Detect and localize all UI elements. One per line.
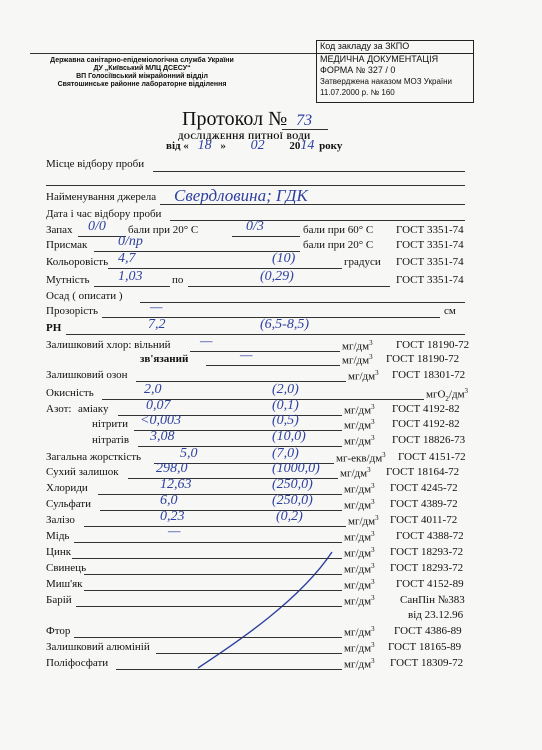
chlorine-free-gost: ГОСТ 18190-72 [396,339,470,351]
place-label: Місце відбору проби [46,158,145,170]
barium-unit [344,594,375,608]
fluorine-label: Фтор [46,625,71,637]
sup-3: 3 [371,403,375,411]
dry-residue-norm: (1000,0) [272,461,320,476]
fluorine-unit-text: мг/дм [344,626,372,639]
sulfates-gost: ГОСТ 4389-72 [390,498,458,510]
barium-unit-text: мг/дм [344,595,372,608]
date-day: 18 [197,138,212,153]
color-value: 4,7 [118,251,136,266]
chlorine-bound-label: зв'язаний [140,353,189,365]
zinc-line [72,558,342,559]
turbidity-norm: (0,29) [260,269,294,284]
protocol-subtitle: дослідження питної води [178,128,311,142]
code-label: Код закладу за ЗКПО [320,41,410,51]
protocol-number: 73 [296,112,313,129]
nitrate-norm: (10,0) [272,429,306,444]
med-doc-line-4: 11.07.2000 р. № 160 [320,88,395,97]
lead-label: Свинець [46,562,87,574]
iron-norm: (0,2) [276,509,303,524]
aluminium-unit [344,641,375,655]
institution-line-3: ВП Голосіївський міжрайонний відділ [76,73,208,80]
iron-unit-text: мг/дм [348,515,376,528]
date-month: 02 [250,138,265,153]
ox-unit-main: мгО [426,388,446,401]
color-unit: градуси [344,256,381,268]
ox-unit-tail: /дм [448,388,465,401]
arsenic-line [84,590,342,591]
med-doc-line-3: Затверджена наказом МОЗ України [320,77,453,86]
taste-unit: бали при 20° С [303,239,374,251]
oxidizability-value: 2,0 [144,382,162,397]
chlorides-gost: ГОСТ 4245-72 [390,482,458,494]
sup-3: 3 [371,546,375,554]
smell-unit-60: бали при 60° С [303,224,374,236]
smell-unit-20: бали при 20° С [128,224,199,236]
lead-line [84,574,342,575]
arsenic-label: Миш'як [46,578,83,590]
turbidity-gost: ГОСТ 3351-74 [396,274,464,286]
copper-gost: ГОСТ 4388-72 [396,530,464,542]
ox-unit-sub: 2 [445,394,449,403]
nitrate-value: 3,08 [150,429,175,444]
sup-3: 3 [371,530,375,538]
color-norm: (10) [272,251,296,266]
chlorine-bound-unit-text: мг/дм [342,354,370,367]
fluorine-line [74,637,342,638]
barium-line [76,606,342,607]
date-year: 14 [300,138,315,153]
sup-3: 3 [371,641,375,649]
nitrate-gost: ГОСТ 18826-73 [392,434,466,446]
lead-unit-text: мг/дм [344,563,372,576]
ph-norm: (6,5-8,5) [260,317,309,332]
iron-value: 0,23 [160,509,185,524]
ammonia-label: аміаку [78,403,109,415]
source-label: Найменування джерела [46,191,157,203]
nitrogen-label: Азот: [46,403,72,415]
nitrite-norm: (0,5) [272,413,299,428]
sup-3: 3 [382,451,386,459]
date-from: від « [166,140,189,152]
source-value: Свердловина; ГДК [174,186,308,205]
polyphosphates-label: Поліфосфати [46,657,109,669]
aluminium-unit-text: мг/дм [344,642,372,655]
sup-3: 3 [464,387,469,395]
arsenic-gost: ГОСТ 4152-89 [396,578,464,590]
sulfates-norm: (250,0) [272,493,313,508]
polyphosphates-gost: ГОСТ 18309-72 [390,657,464,669]
sup-3: 3 [371,482,375,490]
fluorine-unit [344,625,375,639]
chlorides-norm: (250,0) [272,477,313,492]
ph-label: РН [46,322,62,334]
hardness-label: Загальна жорсткість [46,451,142,463]
iron-label: Залізо [46,514,75,526]
date-year-prefix: 20 [289,140,301,152]
ozone-unit-text: мг/дм [348,370,376,383]
sulfates-value: 6,0 [160,493,178,508]
ph-value: 7,2 [148,317,166,332]
arsenic-unit-text: мг/дм [344,579,372,592]
taste-gost: ГОСТ 3351-74 [396,239,464,251]
copper-value: — [168,524,181,539]
taste-value: 0/пр [118,234,143,249]
sup-3: 3 [371,578,375,586]
zinc-gost: ГОСТ 18293-72 [390,546,464,558]
barium-gost-date: від 23.12.96 [408,609,464,621]
chlorine-free-label: Залишковий хлор: вільний [46,339,171,351]
institution-line-1: Державна санітарно-епідеміологічна служба України [50,57,234,64]
sup-3: 3 [369,339,373,347]
transparency-unit: см [444,305,456,317]
sup-3: 3 [375,514,379,522]
date-mid: » [220,140,226,152]
nitrite-gost: ГОСТ 4192-82 [392,418,460,430]
dry-residue-label: Сухий залишок [46,466,119,478]
chlorides-label: Хлориди [46,482,88,494]
institution-line-4: Святошинське районне лабораторне відділення [57,81,227,88]
protocol-word: Протокол № [182,108,288,130]
chlorides-value: 12,63 [160,477,192,492]
ammonia-value: 0,07 [146,398,171,413]
transparency-label: Прозорість [46,305,98,317]
sup-3: 3 [369,353,373,361]
hardness-unit-text: мг-екв/дм [336,452,383,465]
aluminium-label: Залишковий алюміній [46,641,150,653]
sup-3: 3 [371,418,375,426]
dry-residue-gost: ГОСТ 18164-72 [386,466,460,478]
med-doc-line-2: ФОРМА № 327 / 0 [320,65,396,75]
chlorides-unit-text: мг/дм [344,483,372,496]
copper-unit-text: мг/дм [344,531,372,544]
hardness-norm: (7,0) [272,446,299,461]
nitrate-label: нітратів [92,434,130,446]
chlorine-free-value: — [200,334,213,349]
lead-unit [344,562,375,576]
med-doc-line-1: МЕДИЧНА ДОКУМЕНТАЦІЯ [320,54,439,64]
sup-3: 3 [371,434,375,442]
institution-line-2: ДУ „Київський МЛЦ ДСЕСУ“ [93,65,191,72]
ammonia-norm: (0,1) [272,398,299,413]
strike-line [198,552,332,668]
smell-value-60: 0/3 [246,219,264,234]
fluorine-gost: ГОСТ 4386-89 [394,625,462,637]
iron-gost: ГОСТ 4011-72 [390,514,458,526]
turbidity-value: 1,03 [118,269,143,284]
smell-label: Запах [46,224,73,236]
hardness-value: 5,0 [180,446,198,461]
datetime-label: Дата і час відбору проби [46,208,162,220]
barium-gost: СанПін №383 [400,594,465,606]
sup-3: 3 [375,369,379,377]
smell-gost: ГОСТ 3351-74 [396,224,464,236]
polyphosphates-line [116,669,342,670]
zinc-label: Цинк [46,546,72,558]
chlorine-free-unit-text: мг/дм [342,340,370,353]
zinc-unit-text: мг/дм [344,547,372,560]
lead-gost: ГОСТ 18293-72 [390,562,464,574]
sup-3: 3 [367,466,371,474]
copper-label: Мідь [46,530,70,542]
smell-value-20: 0/0 [88,219,106,234]
sup-3: 3 [371,657,375,665]
zinc-unit [344,546,375,560]
ozone-gost: ГОСТ 18301-72 [392,369,466,381]
nitrite-value: <0,003 [140,413,181,428]
sediment-label: Осад ( описати ) [46,290,123,302]
ozone-label: Залишковий озон [46,369,128,381]
chlorine-bound-value: — [240,348,253,363]
nitrate-unit-text: мг/дм [344,435,372,448]
sup-3: 3 [371,498,375,506]
dry-residue-unit-text: мг/дм [340,467,368,480]
hardness-gost: ГОСТ 4151-72 [398,451,466,463]
chlorine-bound-gost: ГОСТ 18190-72 [386,353,460,365]
sup-3: 3 [371,625,375,633]
sulfates-unit-text: мг/дм [344,499,372,512]
taste-label: Присмак [46,239,88,251]
sulfates-label: Сульфати [46,498,92,510]
nitrite-unit-text: мг/дм [344,419,372,432]
nitrite-label: нітрити [92,418,128,430]
barium-label: Барій [46,594,72,606]
dry-residue-value: 298,0 [156,461,188,476]
polyphosphates-unit-text: мг/дм [344,658,372,671]
sup-3: 3 [371,594,375,602]
ammonia-unit-text: мг/дм [344,404,372,417]
aluminium-line [156,653,342,654]
date-year-suffix: року [319,140,343,152]
turbidity-by: по [172,274,184,286]
ammonia-gost: ГОСТ 4192-82 [392,403,460,415]
color-gost: ГОСТ 3351-74 [396,256,464,268]
turbidity-label: Мутність [46,274,90,286]
color-label: Кольоровість [46,256,109,268]
oxidizability-norm: (2,0) [272,382,299,397]
polyphosphates-unit [344,657,375,671]
sup-3: 3 [371,562,375,570]
arsenic-unit [344,578,375,592]
transparency-value: — [150,300,163,315]
aluminium-gost: ГОСТ 18165-89 [388,641,462,653]
oxidizability-label: Окисність [46,387,94,399]
